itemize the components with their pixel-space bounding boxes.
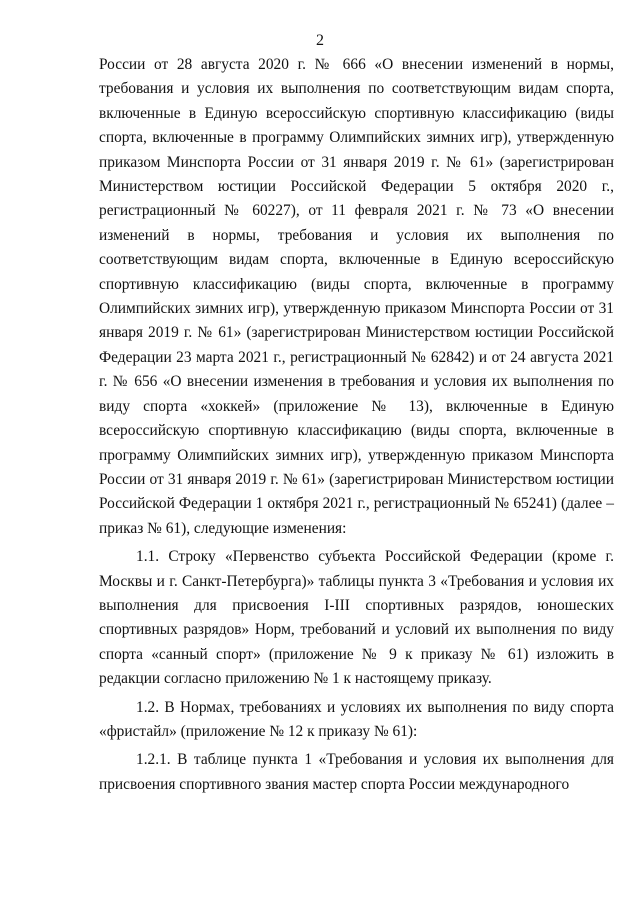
document-body [99, 53, 614, 797]
paragraph-continuation: России от 28 августа 2020 г. № 666 «О внесении изменений в нормы, требования и условия их выполнения по соответствующим видам спорта, включенные в Единую всероссийскую спортивную классификацию (виды спорта, включенные в программу Олимпийских зимних игр), утвержденную приказом Минспорта России от 31 января 2019 г. № 61» (зарегистрирован Министерством юстиции Российской Федерации 5 октября 2020 г., регистрационный № 60227), от 11 февраля 2021 г. № 73 «О внесении изменений в нормы, требования и условия их выполнения по соответствующим видам спорта, включенные в Единую всероссийскую спортивную классификацию (виды спорта, включенные в программу Олимпийских зимних игр), утвержденную приказом Минспорта России от 31 января 2019 г. № 61» (зарегистрирован Министерством юстиции Российской Федерации 23 марта 2021 г., регистрационный № 62842) и от 24 августа 2021 г. № 656 «О внесении изменения в требования и условия их выполнения по виду спорта «хоккей» (приложение № 13), включенные в Единую всероссийскую спортивную классификацию (виды спорта, включенные в программу Олимпийских зимних игр), утвержденную приказом Минспорта России от 31 января 2019 г. № 61» (зарегистрирован Министерством юстиции Российской Федерации 1 октября 2021 г., регистрационный № 65241) (далее – приказ № 61), следующие изменения: [99, 56, 614, 537]
paragraph-1-2: 1.2. В Нормах, требованиях и условиях их выполнения по виду спорта «фристайл» (приложение № 12 к приказу № 61): [99, 698, 614, 740]
page-number: 2 [316, 32, 324, 49]
paragraph-1-1: 1.1. Строку «Первенство субъекта Российской Федерации (кроме г. Москвы и г. Санкт-Петербурга)» таблицы пункта 3 «Требования и условия их выполнения для присвоения I-III спортивных разрядов, юношеских спортивных разрядов» Норм, требований и условий их выполнения по виду спорта «санный спорт» (приложение № 9 к приказу № 61) изложить в редакции согласно приложению № 1 к настоящему приказу. [99, 548, 614, 688]
paragraph-1-2-1: 1.2.1. В таблице пункта 1 «Требования и условия их выполнения для присвоения спортивного звания мастер спорта России международного [99, 751, 614, 793]
